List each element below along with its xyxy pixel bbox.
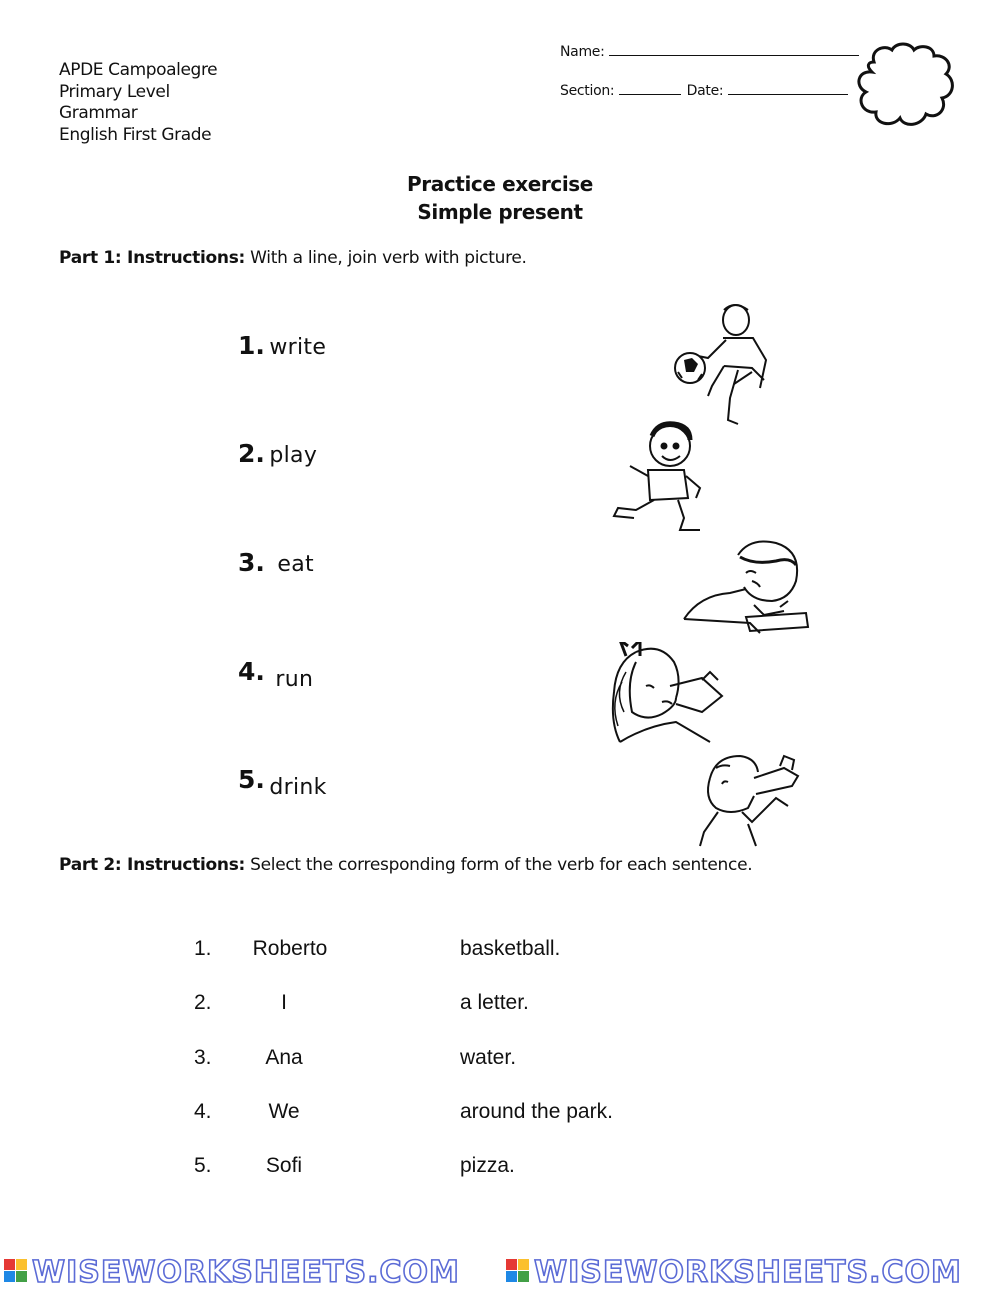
date-label: Date:: [686, 83, 724, 99]
verb-item-4[interactable]: [238, 657, 314, 692]
verb-number: 4.: [238, 657, 265, 686]
boy-drinking-picture[interactable]: [696, 752, 806, 848]
verb-item-1[interactable]: [238, 331, 326, 360]
sentence-number: 4.: [194, 1100, 212, 1123]
verb-word: write: [269, 335, 327, 360]
verb-word: run: [275, 667, 314, 692]
part1-text: With a line, join verb with picture.: [250, 248, 527, 268]
boy-kicking-ball-picture[interactable]: [668, 298, 778, 430]
sentence-rest: basketball.: [460, 937, 561, 960]
verb-word: play: [269, 443, 318, 468]
sentence-subject: Sofi: [265, 1154, 303, 1177]
section-line[interactable]: [619, 80, 681, 95]
school-name: APDE Campoalegre: [59, 60, 218, 80]
part1-label: Part 1: Instructions:: [59, 248, 246, 268]
boy-running-picture[interactable]: [608, 418, 710, 536]
sentence-rest: pizza.: [460, 1154, 515, 1177]
date-line[interactable]: [728, 80, 848, 95]
sentence-number: 3.: [194, 1046, 212, 1069]
sentence-subject: I: [281, 991, 287, 1014]
part2-instructions: [59, 855, 752, 875]
sentence-subject: We: [268, 1100, 300, 1123]
worksheet-title: Practice exercise: [407, 172, 593, 196]
footer-watermark: [0, 1253, 1000, 1291]
verb-number: 2.: [238, 439, 265, 468]
level: Primary Level: [59, 81, 170, 102]
section-label: Section:: [560, 83, 615, 99]
sentence-number: 2.: [194, 991, 212, 1014]
grade: English First Grade: [59, 124, 212, 145]
girl-eating-picture[interactable]: [606, 642, 728, 750]
verb-item-2[interactable]: [238, 439, 317, 468]
watermark-logo-icon-2: [506, 1259, 529, 1282]
name-field[interactable]: [560, 41, 859, 60]
grade-cloud-icon: [852, 40, 960, 132]
verb-word: eat: [277, 552, 314, 577]
school-info: [59, 60, 217, 146]
verb-number: 1.: [238, 331, 265, 360]
verb-number: 5.: [238, 765, 265, 794]
verb-item-5[interactable]: [238, 765, 327, 800]
watermark-logo-icon: [4, 1259, 27, 1282]
sentence-rest: a letter.: [460, 991, 529, 1014]
watermark-text-1: WISEWORKSHEETS.COM: [32, 1255, 460, 1290]
boy-writing-picture[interactable]: [680, 535, 810, 635]
part2-text: Select the corresponding form of the verb for each sentence.: [250, 855, 753, 875]
section-date-field[interactable]: [560, 80, 848, 99]
sentence-subject: Roberto: [252, 937, 328, 960]
sentence-rest: around the park.: [460, 1100, 613, 1123]
part2-label: Part 2: Instructions:: [59, 855, 246, 875]
sentence-number: 1.: [194, 937, 212, 960]
name-line[interactable]: [609, 41, 859, 56]
sentence-number: 5.: [194, 1154, 212, 1177]
name-label: Name:: [560, 44, 605, 60]
sentence-subject: Ana: [265, 1046, 303, 1069]
watermark-text-2: WISEWORKSHEETS.COM: [534, 1255, 962, 1290]
sentence-rest: water.: [460, 1046, 517, 1069]
part1-instructions: [59, 248, 527, 268]
verb-number: 3.: [238, 548, 265, 577]
worksheet-subtitle: Simple present: [417, 200, 583, 224]
verb-word: drink: [269, 775, 327, 800]
subject: Grammar: [59, 103, 138, 123]
verb-item-3[interactable]: [238, 548, 314, 577]
